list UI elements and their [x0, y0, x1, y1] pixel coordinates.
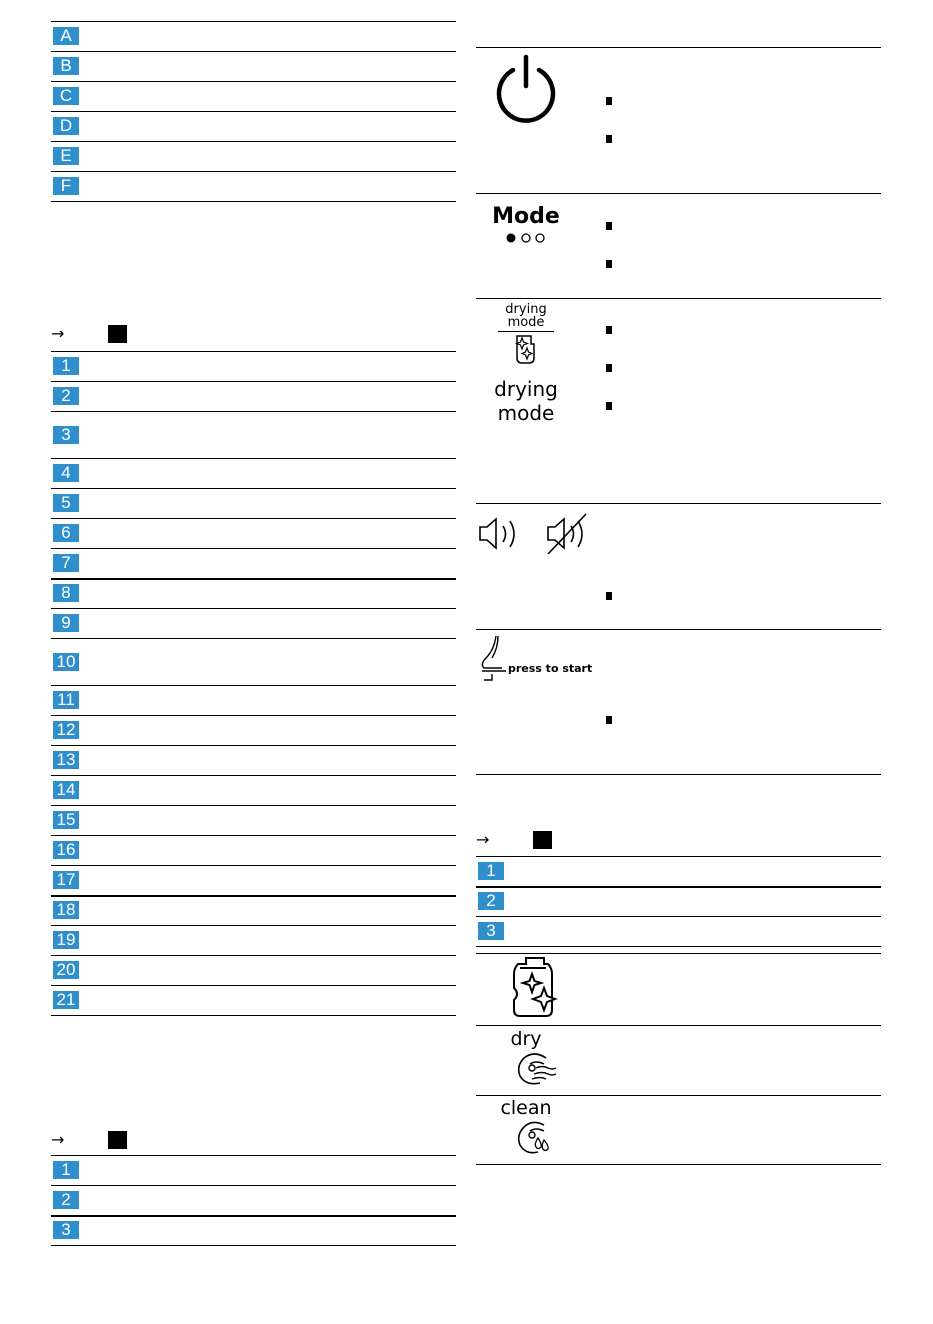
control-row-sound	[476, 504, 881, 630]
symbols-table	[476, 953, 881, 1165]
bullet-item	[604, 701, 881, 739]
legend-label: 9	[53, 614, 79, 632]
legend-label: F	[53, 177, 79, 195]
legend-row	[51, 172, 456, 202]
legend-label: 3	[478, 922, 504, 940]
legend-row	[51, 836, 456, 866]
clean-label: clean	[500, 1097, 552, 1119]
legend-row	[51, 806, 456, 836]
small-legend-right	[476, 856, 881, 947]
clean-water-icon	[486, 1119, 586, 1157]
control-bullets	[596, 48, 881, 194]
bullet-item	[604, 82, 881, 120]
control-bullets	[596, 194, 881, 299]
legend-row	[476, 887, 881, 917]
legend-label: 10	[53, 653, 79, 671]
bullet-item	[604, 245, 881, 283]
sound-off-icon	[548, 514, 586, 554]
legend-row	[51, 52, 456, 82]
control-row-power	[476, 48, 881, 194]
symbol-row-bottle	[476, 954, 881, 1026]
cross-reference	[51, 324, 127, 344]
bottle-sparkle-icon	[486, 954, 586, 1020]
legend-label: 2	[478, 892, 504, 910]
figure-reference-box	[108, 1131, 127, 1149]
legend-label: 4	[53, 464, 79, 482]
legend-label: 6	[53, 524, 79, 542]
legend-label: 18	[53, 901, 79, 919]
drying-mode-small-text: drying mode	[498, 303, 554, 332]
small-legend-table	[51, 1155, 456, 1246]
legend-label: 7	[53, 554, 79, 572]
letter-legend	[51, 21, 456, 202]
arrow-icon: →	[51, 324, 65, 343]
legend-row	[51, 382, 456, 412]
figure-reference-box	[108, 325, 127, 343]
legend-row	[51, 866, 456, 896]
drying-mode-icon	[476, 332, 576, 366]
legend-label: 2	[53, 387, 79, 405]
legend-row	[51, 639, 456, 686]
drying-mode-large-label	[476, 377, 576, 425]
cross-reference	[51, 1130, 127, 1150]
legend-row	[51, 716, 456, 746]
legend-label: 8	[53, 584, 79, 602]
legend-label: D	[53, 117, 79, 135]
number-legend	[51, 351, 456, 1016]
sound-on-icon	[480, 519, 514, 548]
control-row-mode	[476, 194, 881, 299]
legend-label: 1	[478, 862, 504, 880]
symbol-icon-cell	[476, 1026, 596, 1096]
legend-row	[51, 489, 456, 519]
legend-row	[51, 896, 456, 926]
legend-row	[51, 1216, 456, 1246]
bullet-item	[604, 207, 881, 245]
legend-label: 3	[53, 1221, 79, 1239]
legend-label: B	[53, 57, 79, 75]
legend-label: 20	[53, 961, 79, 979]
legend-row	[51, 82, 456, 112]
arrow-icon: →	[51, 1130, 65, 1149]
symbol-row-dry	[476, 1026, 881, 1096]
foot-press-icon	[476, 630, 596, 686]
control-icon-cell	[476, 194, 596, 299]
legend-label: A	[53, 27, 79, 45]
legend-row	[51, 1186, 456, 1216]
legend-label: 21	[53, 991, 79, 1009]
number-legend-table	[51, 351, 456, 1016]
legend-label: 16	[53, 841, 79, 859]
legend-label: 2	[53, 1191, 79, 1209]
legend-label: 3	[53, 426, 79, 444]
bullet-item	[604, 577, 881, 615]
bullet-item	[604, 349, 881, 387]
legend-row	[51, 579, 456, 609]
control-row-press-to-start	[476, 630, 881, 775]
control-bullets	[596, 504, 881, 630]
legend-label: 1	[53, 357, 79, 375]
control-icon-cell	[476, 630, 596, 775]
letter-legend-table	[51, 21, 456, 202]
legend-label: 17	[53, 871, 79, 889]
legend-row	[51, 519, 456, 549]
small-legend-table	[476, 856, 881, 947]
symbols-description-table	[476, 953, 881, 1165]
bullet-item	[604, 311, 881, 349]
power-icon	[476, 48, 596, 128]
bullet-item	[604, 387, 881, 425]
dry-label: dry	[510, 1028, 542, 1050]
legend-row	[51, 142, 456, 172]
symbol-row-clean	[476, 1096, 881, 1165]
legend-label: 5	[53, 494, 79, 512]
figure-reference-box	[533, 831, 552, 849]
drying-mode-small-label	[476, 299, 576, 332]
sound-icons	[476, 504, 596, 554]
press-to-start-label: press to start	[508, 662, 593, 675]
control-bullets	[596, 299, 881, 504]
controls-description-table	[476, 47, 881, 775]
bullet-item	[604, 120, 881, 158]
legend-row	[51, 412, 456, 459]
legend-row	[51, 22, 456, 52]
legend-label: 13	[53, 751, 79, 769]
control-bullets	[596, 630, 881, 775]
legend-label: 12	[53, 721, 79, 739]
legend-row	[51, 986, 456, 1016]
drying-mode-large-line2: mode	[497, 401, 555, 425]
legend-row	[476, 857, 881, 887]
legend-row	[51, 686, 456, 716]
legend-row	[51, 746, 456, 776]
legend-row	[476, 917, 881, 947]
legend-label: 11	[53, 691, 79, 709]
legend-row	[51, 549, 456, 579]
legend-row	[51, 352, 456, 382]
legend-label: 19	[53, 931, 79, 949]
legend-label: E	[53, 147, 79, 165]
legend-label: 14	[53, 781, 79, 799]
legend-row	[51, 1156, 456, 1186]
control-icon-cell	[476, 299, 596, 504]
control-icon-cell	[476, 48, 596, 194]
legend-label: C	[53, 87, 79, 105]
legend-row	[51, 112, 456, 142]
legend-row	[51, 776, 456, 806]
symbol-icon-cell	[476, 1096, 596, 1165]
legend-row	[51, 459, 456, 489]
legend-row	[51, 926, 456, 956]
symbol-icon-cell	[476, 954, 596, 1026]
legend-row	[51, 956, 456, 986]
small-legend-left	[51, 1155, 456, 1246]
control-row-drying-mode	[476, 299, 881, 504]
controls-table	[476, 47, 881, 775]
legend-label: 15	[53, 811, 79, 829]
mode-label: Mode	[492, 204, 560, 229]
dry-airflow-icon	[486, 1050, 586, 1088]
drying-mode-large-line1: drying	[494, 377, 558, 401]
mode-dots-icon	[476, 230, 576, 246]
legend-row	[51, 609, 456, 639]
control-icon-cell	[476, 504, 596, 630]
cross-reference	[476, 830, 552, 850]
legend-label: 1	[53, 1161, 79, 1179]
arrow-icon: →	[476, 830, 490, 849]
